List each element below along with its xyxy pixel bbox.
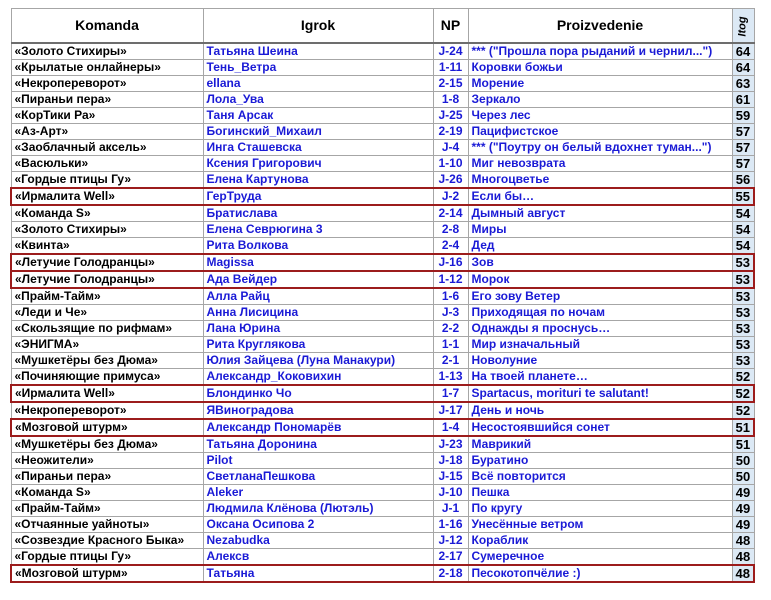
player-cell: ГерТруда — [203, 188, 433, 205]
player-cell: Братислава — [203, 205, 433, 222]
work-cell: Всё повторится — [468, 469, 732, 485]
results-table — [10, 8, 755, 583]
np-cell: 2-8 — [433, 222, 468, 238]
header-score: Itog — [732, 9, 754, 44]
player-cell: Таня Арсак — [203, 108, 433, 124]
np-cell: J-18 — [433, 453, 468, 469]
team-cell: «Мозговой штурм» — [11, 419, 203, 436]
table-row — [11, 565, 754, 582]
player-cell: Блондинко Чо — [203, 385, 433, 402]
player-cell: Алексв — [203, 549, 433, 566]
table-row — [11, 385, 754, 402]
np-cell: 1-12 — [433, 271, 468, 288]
team-cell: «Некропереворот» — [11, 402, 203, 419]
player-cell: Юлия Зайцева (Луна Манакури) — [203, 353, 433, 369]
score-cell: 57 — [732, 140, 754, 156]
np-cell: 1-16 — [433, 517, 468, 533]
player-cell: ЯВиноградова — [203, 402, 433, 419]
table-row — [11, 92, 754, 108]
table-row — [11, 501, 754, 517]
work-cell: Морок — [468, 271, 732, 288]
score-cell: 48 — [732, 549, 754, 566]
np-cell: 1-8 — [433, 92, 468, 108]
player-cell: ellana — [203, 76, 433, 92]
score-cell: 53 — [732, 254, 754, 271]
table-row — [11, 533, 754, 549]
team-cell: «Отчаянные уайноты» — [11, 517, 203, 533]
table-row — [11, 124, 754, 140]
team-cell: «Золото Стихиры» — [11, 222, 203, 238]
work-cell: Сумеречное — [468, 549, 732, 566]
player-cell: Анна Лисицина — [203, 305, 433, 321]
player-cell: Лана Юрина — [203, 321, 433, 337]
player-cell: Ксения Григорович — [203, 156, 433, 172]
np-cell: J-26 — [433, 172, 468, 189]
team-cell: «Команда S» — [11, 485, 203, 501]
table-row — [11, 321, 754, 337]
score-cell: 53 — [732, 353, 754, 369]
score-cell: 49 — [732, 517, 754, 533]
score-cell: 54 — [732, 205, 754, 222]
score-cell: 52 — [732, 385, 754, 402]
work-cell: Миг невозврата — [468, 156, 732, 172]
work-cell: *** ("Поутру он белый вдохнет туман...") — [468, 140, 732, 156]
table-row — [11, 140, 754, 156]
team-cell: «Летучие Голодранцы» — [11, 271, 203, 288]
work-cell: Его зову Ветер — [468, 288, 732, 305]
score-cell: 63 — [732, 76, 754, 92]
table-row — [11, 43, 754, 60]
work-cell: Маврикий — [468, 436, 732, 453]
score-cell: 53 — [732, 305, 754, 321]
table-row — [11, 108, 754, 124]
team-cell: «Мушкетёры без Дюма» — [11, 436, 203, 453]
work-cell: Многоцветье — [468, 172, 732, 189]
score-cell: 57 — [732, 156, 754, 172]
work-cell: День и ночь — [468, 402, 732, 419]
header-work: Proizvedenie — [468, 9, 732, 44]
player-cell: Елена Севрюгина 3 — [203, 222, 433, 238]
np-cell: 2-17 — [433, 549, 468, 566]
score-cell: 61 — [732, 92, 754, 108]
team-cell: «Пираньи пера» — [11, 92, 203, 108]
player-cell: Елена Картунова — [203, 172, 433, 189]
table-row — [11, 419, 754, 436]
player-cell: Magissa — [203, 254, 433, 271]
score-cell: 51 — [732, 419, 754, 436]
score-cell: 56 — [732, 172, 754, 189]
table-row — [11, 549, 754, 566]
score-cell: 53 — [732, 271, 754, 288]
work-cell: Пацифистское — [468, 124, 732, 140]
player-cell: Инга Сташевска — [203, 140, 433, 156]
player-cell: Богинский_Михаил — [203, 124, 433, 140]
player-cell: Aleker — [203, 485, 433, 501]
score-cell: 57 — [732, 124, 754, 140]
table-row — [11, 485, 754, 501]
team-cell: «Прайм-Тайм» — [11, 288, 203, 305]
np-cell: J-3 — [433, 305, 468, 321]
work-cell: По кругу — [468, 501, 732, 517]
team-cell: «Леди и Че» — [11, 305, 203, 321]
player-cell: Татьяна — [203, 565, 433, 582]
table-row — [11, 469, 754, 485]
work-cell: Морение — [468, 76, 732, 92]
np-cell: 1-4 — [433, 419, 468, 436]
work-cell: Несостоявшийся сонет — [468, 419, 732, 436]
work-cell: Унесённые ветром — [468, 517, 732, 533]
score-cell: 51 — [732, 436, 754, 453]
header-row — [11, 9, 754, 44]
player-cell: Лола_Ува — [203, 92, 433, 108]
score-cell: 48 — [732, 533, 754, 549]
np-cell: J-23 — [433, 436, 468, 453]
team-cell: «Созвездие Красного Быка» — [11, 533, 203, 549]
np-cell: 2-14 — [433, 205, 468, 222]
team-cell: «Мушкетёры без Дюма» — [11, 353, 203, 369]
header-player: Igrok — [203, 9, 433, 44]
team-cell: «Ирмалита Well» — [11, 188, 203, 205]
header-np: NP — [433, 9, 468, 44]
table-row — [11, 60, 754, 76]
team-cell: «Мозговой штурм» — [11, 565, 203, 582]
np-cell: J-16 — [433, 254, 468, 271]
score-cell: 53 — [732, 288, 754, 305]
table-row — [11, 205, 754, 222]
team-cell: «Гордые птицы Гу» — [11, 172, 203, 189]
team-cell: «Васюльки» — [11, 156, 203, 172]
team-cell: «Неожители» — [11, 453, 203, 469]
team-cell: «Квинта» — [11, 238, 203, 255]
np-cell: J-24 — [433, 43, 468, 60]
table-row — [11, 402, 754, 419]
work-cell: Новолуние — [468, 353, 732, 369]
np-cell: J-17 — [433, 402, 468, 419]
team-cell: «Гордые птицы Гу» — [11, 549, 203, 566]
work-cell: Spartacus, morituri te salutant! — [468, 385, 732, 402]
team-cell: «Ирмалита Well» — [11, 385, 203, 402]
work-cell: Зов — [468, 254, 732, 271]
table-row — [11, 353, 754, 369]
np-cell: 2-19 — [433, 124, 468, 140]
table-row — [11, 222, 754, 238]
score-cell: 54 — [732, 238, 754, 255]
player-cell: Тень_Ветра — [203, 60, 433, 76]
table-row — [11, 188, 754, 205]
work-cell: Через лес — [468, 108, 732, 124]
table-row — [11, 453, 754, 469]
team-cell: «Прайм-Тайм» — [11, 501, 203, 517]
work-cell: Дед — [468, 238, 732, 255]
team-cell: «КорТики Ра» — [11, 108, 203, 124]
score-cell: 50 — [732, 453, 754, 469]
team-cell: «ЭНИГМА» — [11, 337, 203, 353]
work-cell: Песокотопчёлие :) — [468, 565, 732, 582]
table-row — [11, 517, 754, 533]
work-cell: Дымный август — [468, 205, 732, 222]
np-cell: J-15 — [433, 469, 468, 485]
header-team: Komanda — [11, 9, 203, 44]
np-cell: 2-15 — [433, 76, 468, 92]
np-cell: 2-2 — [433, 321, 468, 337]
table-row — [11, 271, 754, 288]
table-row — [11, 288, 754, 305]
np-cell: 1-7 — [433, 385, 468, 402]
player-cell: СветланаПешкова — [203, 469, 433, 485]
score-cell: 64 — [732, 43, 754, 60]
team-cell: «Заоблачный аксель» — [11, 140, 203, 156]
work-cell: Зеркало — [468, 92, 732, 108]
np-cell: J-12 — [433, 533, 468, 549]
table-row — [11, 369, 754, 386]
score-cell: 52 — [732, 369, 754, 386]
work-cell: Если бы… — [468, 188, 732, 205]
score-cell: 53 — [732, 321, 754, 337]
work-cell: Пешка — [468, 485, 732, 501]
np-cell: J-1 — [433, 501, 468, 517]
score-cell: 49 — [732, 501, 754, 517]
table-row — [11, 436, 754, 453]
table-row — [11, 172, 754, 189]
work-cell: Миры — [468, 222, 732, 238]
work-cell: Однажды я проснусь… — [468, 321, 732, 337]
player-cell: Татьяна Шеина — [203, 43, 433, 60]
player-cell: Рита Круглякова — [203, 337, 433, 353]
player-cell: Pilot — [203, 453, 433, 469]
team-cell: «Аз-Арт» — [11, 124, 203, 140]
np-cell: 1-10 — [433, 156, 468, 172]
work-cell: Буратино — [468, 453, 732, 469]
player-cell: Оксана Осипова 2 — [203, 517, 433, 533]
np-cell: 1-11 — [433, 60, 468, 76]
work-cell: Кораблик — [468, 533, 732, 549]
score-cell: 55 — [732, 188, 754, 205]
score-cell: 54 — [732, 222, 754, 238]
score-cell: 48 — [732, 565, 754, 582]
player-cell: Александр_Коковихин — [203, 369, 433, 386]
table-row — [11, 156, 754, 172]
table-row — [11, 76, 754, 92]
score-cell: 49 — [732, 485, 754, 501]
np-cell: J-2 — [433, 188, 468, 205]
np-cell: 2-18 — [433, 565, 468, 582]
work-cell: Коровки божьи — [468, 60, 732, 76]
team-cell: «Скользящие по рифмам» — [11, 321, 203, 337]
player-cell: Алла Райц — [203, 288, 433, 305]
score-cell: 64 — [732, 60, 754, 76]
np-cell: J-4 — [433, 140, 468, 156]
work-cell: На твоей планете… — [468, 369, 732, 386]
np-cell: 1-13 — [433, 369, 468, 386]
team-cell: «Крылатые онлайнеры» — [11, 60, 203, 76]
team-cell: «Некропереворот» — [11, 76, 203, 92]
np-cell: J-10 — [433, 485, 468, 501]
player-cell: Людмила Клёнова (Лютэль) — [203, 501, 433, 517]
team-cell: «Золото Стихиры» — [11, 43, 203, 60]
team-cell: «Команда S» — [11, 205, 203, 222]
np-cell: 1-1 — [433, 337, 468, 353]
np-cell: J-25 — [433, 108, 468, 124]
player-cell: Рита Волкова — [203, 238, 433, 255]
score-cell: 50 — [732, 469, 754, 485]
table-row — [11, 337, 754, 353]
table-row — [11, 305, 754, 321]
work-cell: Приходящая по ночам — [468, 305, 732, 321]
player-cell: Александр Пономарёв — [203, 419, 433, 436]
np-cell: 2-4 — [433, 238, 468, 255]
team-cell: «Пираньи пера» — [11, 469, 203, 485]
np-cell: 1-6 — [433, 288, 468, 305]
player-cell: Татьяна Доронина — [203, 436, 433, 453]
team-cell: «Летучие Голодранцы» — [11, 254, 203, 271]
table-row — [11, 254, 754, 271]
np-cell: 2-1 — [433, 353, 468, 369]
team-cell: «Починяющие примуса» — [11, 369, 203, 386]
score-cell: 52 — [732, 402, 754, 419]
score-cell: 59 — [732, 108, 754, 124]
table-row — [11, 238, 754, 255]
player-cell: Nezabudka — [203, 533, 433, 549]
work-cell: Мир изначальный — [468, 337, 732, 353]
player-cell: Ада Вейдер — [203, 271, 433, 288]
work-cell: *** ("Прошла пора рыданий и чернил...") — [468, 43, 732, 60]
score-cell: 53 — [732, 337, 754, 353]
